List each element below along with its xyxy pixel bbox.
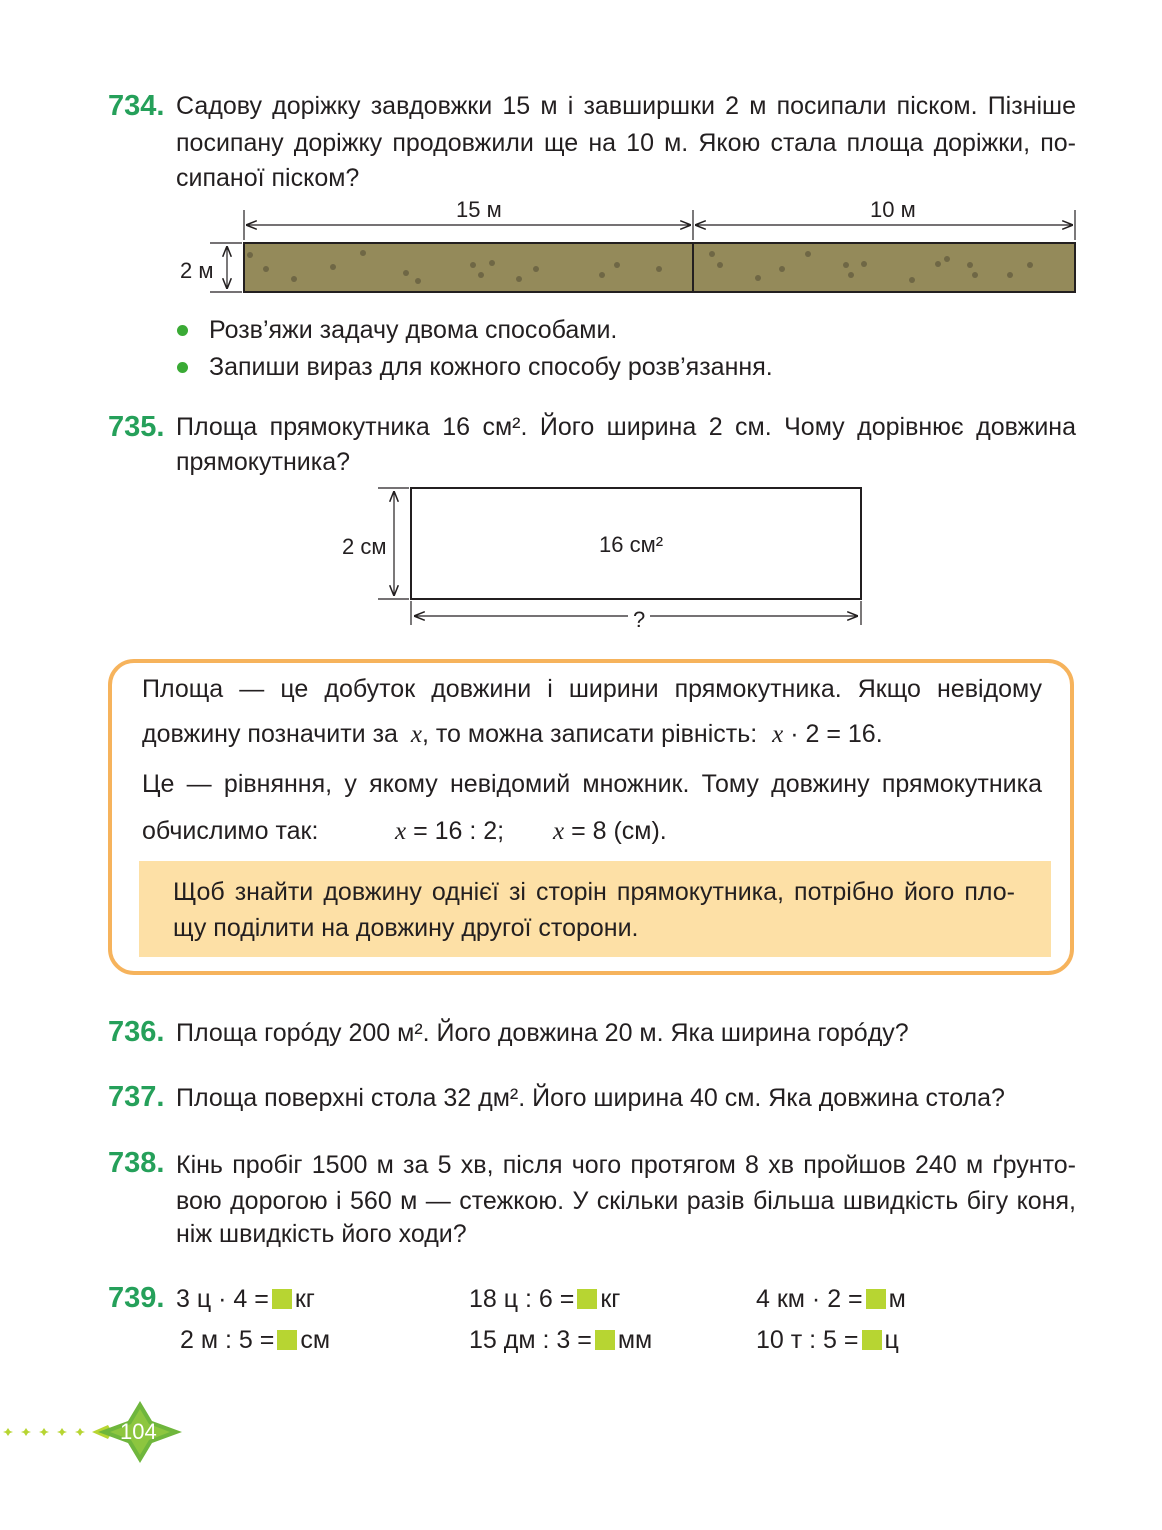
exercise-expression: 18 ц : 6 = — [469, 1285, 575, 1313]
variable-x: x — [553, 818, 565, 845]
problem-734-line-2: посипану доріжку продовжили ще на 10 м. Якою стала площа доріжки, по- — [176, 129, 1076, 157]
exercise-unit: кг — [294, 1285, 315, 1313]
rule-equation-1 — [395, 813, 504, 850]
answer-box[interactable] — [272, 1289, 292, 1309]
problem-number-737: 737. — [108, 1081, 165, 1113]
bullet-2-text: Запиши вираз для кожного способу розв’язання. — [209, 353, 773, 381]
rule-line-2-b: , то можна записати рівність: — [422, 720, 758, 748]
answer-box[interactable] — [277, 1330, 297, 1350]
label-15-m: 15 м — [456, 197, 502, 222]
exercise-739-4 — [180, 1326, 330, 1355]
garden-path-figure — [170, 195, 1090, 305]
page-number-ornament — [0, 1395, 200, 1470]
problem-738-line-3: ніж швидкість його ходи? — [176, 1220, 467, 1248]
unknown-length-label: ? — [633, 607, 646, 632]
label-2-m: 2 м — [180, 258, 214, 283]
exercise-expression: 3 ц · 4 = — [176, 1285, 269, 1313]
answer-box[interactable] — [595, 1330, 615, 1350]
problem-738-line-1: Кінь пробіг 1500 м за 5 хв, після чого протягом 8 хв пройшов 240 м ґрунто- — [176, 1151, 1076, 1179]
exercise-739-3 — [756, 1285, 906, 1314]
problem-734-line-1: Садову доріжку завдовжки 15 м і завширшки 2 м посипали піском. Пізніше — [176, 92, 1076, 120]
exercise-expression: 15 дм : 3 = — [469, 1326, 592, 1354]
problem-738-line-2: вою дорогою і 560 м — стежкою. У скільки разів більша швидкість бігу коня, — [176, 1187, 1076, 1215]
problem-number-734: 734. — [108, 90, 165, 122]
bullet-dot — [177, 362, 188, 373]
sand-strip-15 — [244, 243, 693, 292]
exercise-unit: см — [300, 1326, 331, 1354]
exercise-739-6 — [756, 1326, 899, 1355]
bullet-dot — [177, 325, 188, 336]
variable-x: x — [772, 721, 784, 748]
label-10-m: 10 м — [870, 197, 916, 222]
rule-line-1: Площа — це добуток довжини і ширини прямокутника. Якщо невідому — [142, 675, 1042, 703]
side-label: 2 см — [342, 534, 387, 559]
page-number: 104 — [120, 1419, 157, 1444]
rule-highlight-line-2: щу поділити на довжину другої сторони. — [173, 914, 639, 942]
problem-number-735: 735. — [108, 411, 165, 443]
answer-box[interactable] — [577, 1289, 597, 1309]
problem-number-736: 736. — [108, 1016, 165, 1048]
rule-line-2 — [142, 716, 883, 753]
exercise-expression: 2 м : 5 = — [180, 1326, 275, 1354]
problem-735-line-1: Площа прямокутника 16 см². Його ширина 2 см. Чому дорівнює довжина — [176, 413, 1076, 441]
answer-box[interactable] — [862, 1330, 882, 1350]
rule-line-4-a: обчислимо так: — [142, 817, 319, 845]
answer-box[interactable] — [866, 1289, 886, 1309]
rule-line-4-b: = 16 : 2; — [413, 817, 505, 845]
variable-x: x — [410, 721, 422, 748]
exercise-739-5 — [469, 1326, 652, 1355]
rule-line-3: Це — рівняння, у якому невідомий множник. Тому довжину прямокутника — [142, 770, 1042, 798]
problem-736-text: Площа горóду 200 м². Його довжина 20 м. Яка ширина горóду? — [176, 1019, 909, 1047]
rule-line-2-c: · 2 = 16. — [790, 720, 883, 748]
exercise-unit: мм — [617, 1326, 653, 1354]
problem-734-line-3: сипаної піском? — [176, 164, 360, 192]
rule-line-2-a: довжину позначити за — [142, 720, 398, 748]
problem-number-738: 738. — [108, 1147, 165, 1179]
exercise-expression: 4 км · 2 = — [756, 1285, 863, 1313]
sand-strip-10 — [693, 243, 1075, 292]
exercise-739-1 — [176, 1285, 315, 1314]
problem-number-739: 739. — [108, 1282, 165, 1314]
exercise-unit: ц — [884, 1326, 899, 1354]
exercise-unit: кг — [600, 1285, 621, 1313]
area-label: 16 см² — [599, 532, 664, 557]
problem-737-text: Площа поверхні стола 32 дм². Його ширина 40 см. Яка довжина стола? — [176, 1084, 1005, 1112]
exercise-expression: 10 т : 5 = — [756, 1326, 859, 1354]
exercise-unit: м — [888, 1285, 906, 1313]
problem-735-line-2: прямокутника? — [176, 448, 351, 476]
rule-line-4 — [142, 813, 318, 850]
exercise-739-2 — [469, 1285, 620, 1314]
rule-highlight-line-1: Щоб знайти довжину однієї зі сторін прямокутника, потрібно його пло- — [173, 878, 1015, 906]
rule-equation-2 — [553, 813, 667, 850]
variable-x: x — [395, 818, 407, 845]
bullet-1-text: Розв’яжи задачу двома способами. — [209, 316, 618, 344]
rule-line-4-c: = 8 (см). — [571, 817, 667, 845]
